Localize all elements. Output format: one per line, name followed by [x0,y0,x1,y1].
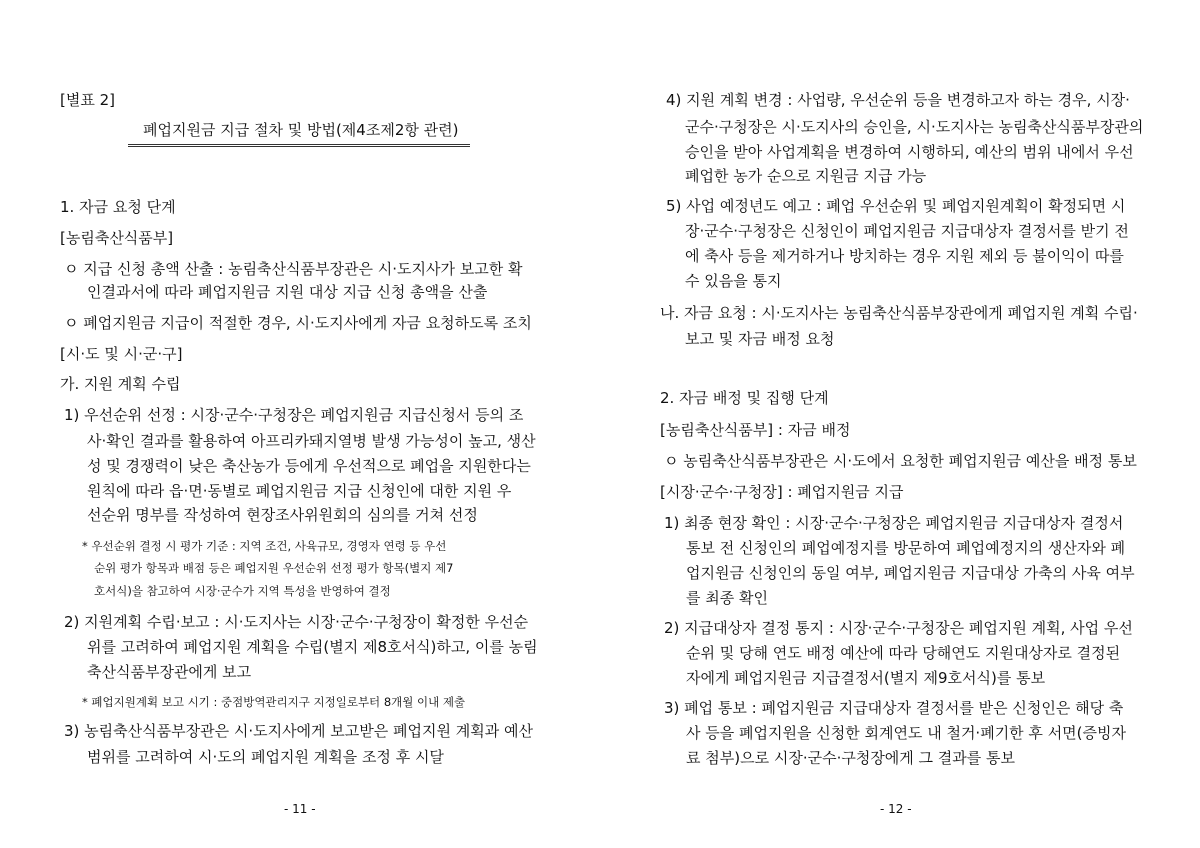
ministry-label-2: [농림축산식품부] : 자금 배정 [660,421,851,439]
local-gov-label-2: [시장·군수·구청장] : 폐업지원금 지급 [660,483,904,501]
annex-label: [별표 2] [60,91,115,109]
item-5-line-4: 수 있음을 통지 [685,272,782,290]
item-2-line-3: 축산식품부장관에게 보고 [87,663,252,681]
item-3-line-1: 3) 농림축산식품부장관은 시·도지사에게 보고받은 폐업지원 계획과 예산 [64,722,533,740]
item-4-line-2: 군수·구청장은 시·도지사의 승인을, 시·도지사는 농림축산식품부장관의 [685,118,1144,136]
item-2-line-2: 위를 고려하여 폐업지원 계획을 수립(별지 제8호서식)하고, 이를 농림 [87,638,538,656]
item-1-line-4: 원칙에 따라 읍·면·동별로 폐업지원금 지급 신청인에 대한 지원 우 [87,482,512,500]
item-4-line-3: 승인을 받아 사업계획을 변경하여 시행하되, 예산의 범위 내에서 우선 [685,143,1134,161]
section-2-heading: 2. 자금 배정 및 집행 단계 [660,389,829,407]
item-1-line-2: 사·확인 결과를 활용하여 아프리카돼지열병 발생 가능성이 높고, 생산 [87,432,536,450]
subsection-ga: 가. 지원 계획 수립 [60,375,181,393]
item-q2-line-3: 자에게 폐업지원금 지급결정서(별지 제9호서식)를 통보 [686,669,1046,687]
item-q3-line-1: 3) 폐업 통보 : 폐업지원금 지급대상자 결정서를 받은 신청인은 해당 축 [664,699,1124,717]
document-title: 폐업지원금 지급 절차 및 방법(제4조제2항 관련) [143,121,459,139]
bullet-2: ㅇ 폐업지원금 지급이 적절한 경우, 시·도지사에게 자금 요청하도록 조치 [64,314,532,332]
item-3-line-2: 범위를 고려하여 시·도의 폐업지원 계획을 조정 후 시달 [87,748,444,766]
bullet-1-line-2: 인결과서에 따라 폐업지원금 지원 대상 지급 신청 총액을 산출 [87,283,488,301]
item-q3-line-2: 사 등을 폐업지원을 신청한 회계연도 내 철거·폐기한 후 서면(증빙자 [686,724,1126,742]
note-1-line-3: 호서식)을 참고하여 시장·군수가 지역 특성을 반영하여 결정 [94,584,391,598]
note-1-line-1: * 우선순위 결정 시 평가 기준 : 지역 조건, 사육규모, 경영자 연령 등 우선 [82,539,447,553]
subsection-na-line-2: 보고 및 자금 배정 요청 [685,330,835,348]
right-page [600,0,1200,848]
item-4-line-4: 폐업한 농가 순으로 지원금 지급 가능 [685,167,927,185]
note-1-line-2: 순위 평가 항목과 배점 등은 폐업지원 우선순위 선정 평가 항목(별지 제7 [94,561,454,575]
item-q2-line-1: 2) 지급대상자 결정 통지 : 시장·군수·구청장은 폐업지원 계획, 사업 우선 [664,619,1133,637]
item-q3-line-3: 료 첨부)으로 시장·군수·구청장에게 그 결과를 통보 [686,749,1016,767]
item-1-line-1: 1) 우선순위 선정 : 시장·군수·구청장은 폐업지원금 지급신청서 등의 조 [64,406,524,424]
item-1-line-3: 성 및 경쟁력이 낮은 축산농가 등에게 우선적으로 폐업을 지원한다는 [87,457,531,475]
item-5-line-3: 에 축사 등을 제거하거나 방치하는 경우 지원 제외 등 불이익이 따를 [685,247,1124,265]
item-5-line-2: 장·군수·구청장은 신청인이 폐업지원금 지급대상자 결정서를 받기 전 [685,222,1129,240]
item-1-line-5: 선순위 명부를 작성하여 현장조사위원회의 심의를 거쳐 선정 [87,506,478,524]
bullet-1-line-1: ㅇ 지급 신청 총액 산출 : 농림축산식품부장관은 시·도지사가 보고한 확 [64,260,523,278]
subsection-na-line-1: 나. 자금 요청 : 시·도지사는 농림축산식품부장관에게 폐업지원 계획 수립· [660,304,1138,322]
local-gov-label: [시·도 및 시·군·구] [60,345,183,363]
bullet-3: ㅇ 농림축산식품부장관은 시·도에서 요청한 폐업지원금 예산을 배정 통보 [664,452,1137,470]
title-underline [128,144,470,147]
item-q1-line-3: 업지원금 신청인의 동일 여부, 폐업지원금 지급대상 가축의 사육 여부 [686,564,1135,582]
note-2: * 폐업지원계획 보고 시기 : 중점방역관리지구 지정일로부터 8개월 이내 제출 [82,695,466,709]
page-number: - 11 - [284,802,316,816]
item-q1-line-4: 를 최종 확인 [686,589,768,607]
item-q1-line-1: 1) 최종 현장 확인 : 시장·군수·구청장은 폐업지원금 지급대상자 결정서 [664,514,1124,532]
item-2-line-1: 2) 지원계획 수립·보고 : 시·도지사는 시장·군수·구청장이 확정한 우선순 [64,613,529,631]
item-4-line-1: 4) 지원 계획 변경 : 사업량, 우선순위 등을 변경하고자 하는 경우, 시장· [666,91,1130,109]
ministry-label: [농림축산식품부] [60,229,174,247]
item-5-line-1: 5) 사업 예정년도 예고 : 폐업 우선순위 및 폐업지원계획이 확정되면 시 [666,197,1126,215]
item-q2-line-2: 순위 및 당해 연도 배정 예산에 따라 당해연도 지원대상자로 결정된 [686,644,1121,662]
page-number: - 12 - [880,802,912,816]
section-1-heading: 1. 자금 요청 단계 [60,198,176,216]
item-q1-line-2: 통보 전 신청인의 폐업예정지를 방문하여 폐업예정지의 생산자와 폐 [686,539,1126,557]
